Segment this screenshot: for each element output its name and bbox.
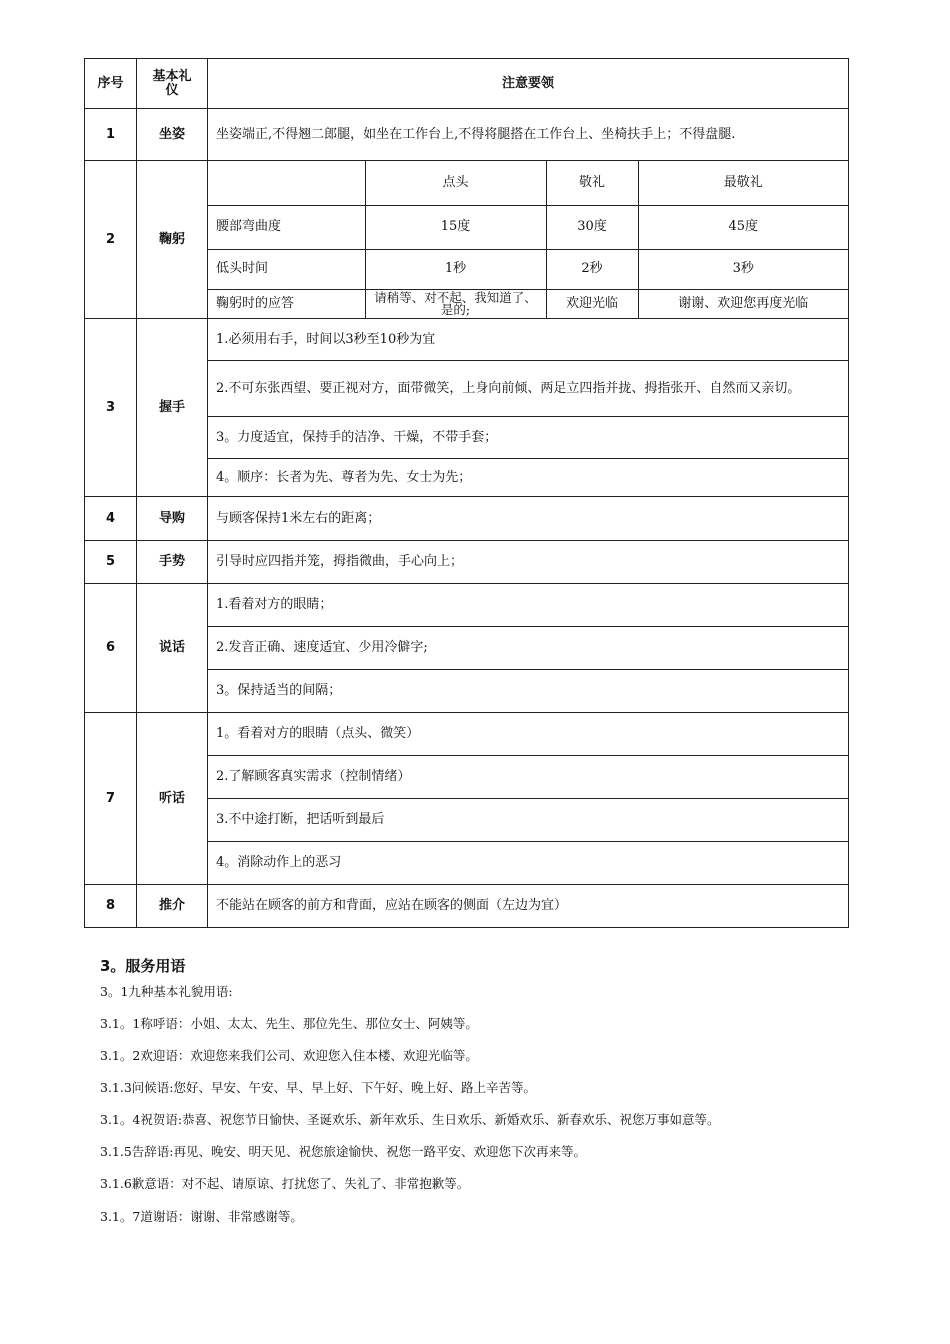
bow-cell: 请稍等、对不起、我知道了、是的;: [365, 289, 546, 318]
row-num: 3: [85, 319, 137, 497]
row-item: 1.看着对方的眼睛；: [208, 584, 849, 627]
table-row: [85, 885, 849, 928]
bow-cell: 腰部弯曲度: [208, 205, 365, 249]
section-line: 3.1。2欢迎语：欢迎您来我们公司、欢迎您入住本楼、欢迎光临等。: [100, 1048, 478, 1063]
row-item: 4。消除动作上的恶习: [208, 842, 849, 885]
row-text: 不能站在顾客的前方和背面，应站在顾客的侧面（左边为宜）: [208, 885, 849, 928]
section-line: 3.1。1称呼语：小姐、太太、先生、那位先生、那位女士、阿姨等。: [100, 1016, 478, 1031]
section-line: 3.1。7道谢语：谢谢、非常感谢等。: [100, 1209, 303, 1224]
row-num: 5: [85, 541, 137, 584]
row-item: 2.发音正确、速度适宜、少用冷僻字;: [208, 627, 849, 670]
bow-head-cell: [208, 161, 365, 205]
row-num: 4: [85, 497, 137, 541]
section-title: 3。服务用语: [100, 957, 186, 975]
table-row: [85, 161, 849, 319]
row-num: 7: [85, 713, 137, 885]
bow-cell: 3秒: [638, 249, 848, 289]
bow-subtable: [208, 161, 848, 318]
bow-cell: 30度: [546, 205, 638, 249]
row-cat: 听话: [137, 713, 208, 885]
row-item: 3.不中途打断，把话听到最后: [208, 799, 849, 842]
section-line: 3.1。4祝贺语:恭喜、祝您节日愉快、圣诞欢乐、新年欢乐、生日欢乐、新婚欢乐、新春欢乐、祝您万事如意等。: [100, 1112, 720, 1127]
row-item: 3。保持适当的间隔；: [208, 670, 849, 713]
bow-cell: 45度: [638, 205, 848, 249]
row-num: 6: [85, 584, 137, 713]
bow-cell: 鞠躬时的应答: [208, 289, 365, 318]
row-cat: 说话: [137, 584, 208, 713]
table-row: [85, 319, 849, 361]
row-item: 2.不可东张西望、要正视对方，面带微笑，上身向前倾、两足立四指并拢、拇指张开、自然而又亲切。: [208, 361, 849, 417]
row-cat: 推介: [137, 885, 208, 928]
row-cat: 坐姿: [137, 109, 208, 161]
row-num: 2: [85, 161, 137, 319]
table-row: [85, 584, 849, 627]
bow-cell: 欢迎光临: [546, 289, 638, 318]
header-cat: 基本礼仪: [137, 59, 208, 109]
row-item: 1.必须用右手，时间以3秒至10秒为宜: [208, 319, 849, 361]
bow-subtable-cell: [208, 161, 849, 319]
row-item: 1。看着对方的眼睛（点头、微笑）: [208, 713, 849, 756]
table-row: [85, 713, 849, 756]
table-row: [85, 497, 849, 541]
bow-cell: 15度: [365, 205, 546, 249]
bow-head-cell: 敬礼: [546, 161, 638, 205]
row-cat: 鞠躬: [137, 161, 208, 319]
row-text: 坐姿端正,不得翘二郎腿，如坐在工作台上,不得将腿搭在工作台上、坐椅扶手上；不得盘腿.: [208, 109, 849, 161]
row-cat: 导购: [137, 497, 208, 541]
bow-cell: 2秒: [546, 249, 638, 289]
bow-head-cell: 最敬礼: [638, 161, 848, 205]
section-line: 3.1.5告辞语:再见、晚安、明天见、祝您旅途愉快、祝您一路平安、欢迎您下次再来等。: [100, 1144, 587, 1159]
bow-cell: 低头时间: [208, 249, 365, 289]
row-item: 3。力度适宜，保持手的洁净、干燥，不带手套；: [208, 417, 849, 459]
etiquette-table: [84, 58, 849, 928]
section-line: 3.1.6歉意语：对不起、请原谅、打扰您了、失礼了、非常抱歉等。: [100, 1176, 470, 1191]
row-cat: 握手: [137, 319, 208, 497]
header-content: 注意要领: [208, 59, 849, 109]
section-line: 3。1九种基本礼貌用语:: [100, 984, 233, 999]
row-text: 与顾客保持1米左右的距离；: [208, 497, 849, 541]
bow-cell: 1秒: [365, 249, 546, 289]
row-item: 2.了解顾客真实需求（控制情绪）: [208, 756, 849, 799]
row-cat: 手势: [137, 541, 208, 584]
row-item: 4。顺序：长者为先、尊者为先、女士为先；: [208, 459, 849, 497]
table-header-row: [85, 59, 849, 109]
header-num: 序号: [85, 59, 137, 109]
section-line: 3.1.3问候语:您好、早安、午安、早、早上好、下午好、晚上好、路上辛苦等。: [100, 1080, 537, 1095]
bow-head-cell: 点头: [365, 161, 546, 205]
row-text: 引导时应四指并笼，拇指微曲，手心向上；: [208, 541, 849, 584]
row-num: 1: [85, 109, 137, 161]
row-num: 8: [85, 885, 137, 928]
table-row: [85, 541, 849, 584]
table-row: [85, 109, 849, 161]
bow-cell: 谢谢、欢迎您再度光临: [638, 289, 848, 318]
